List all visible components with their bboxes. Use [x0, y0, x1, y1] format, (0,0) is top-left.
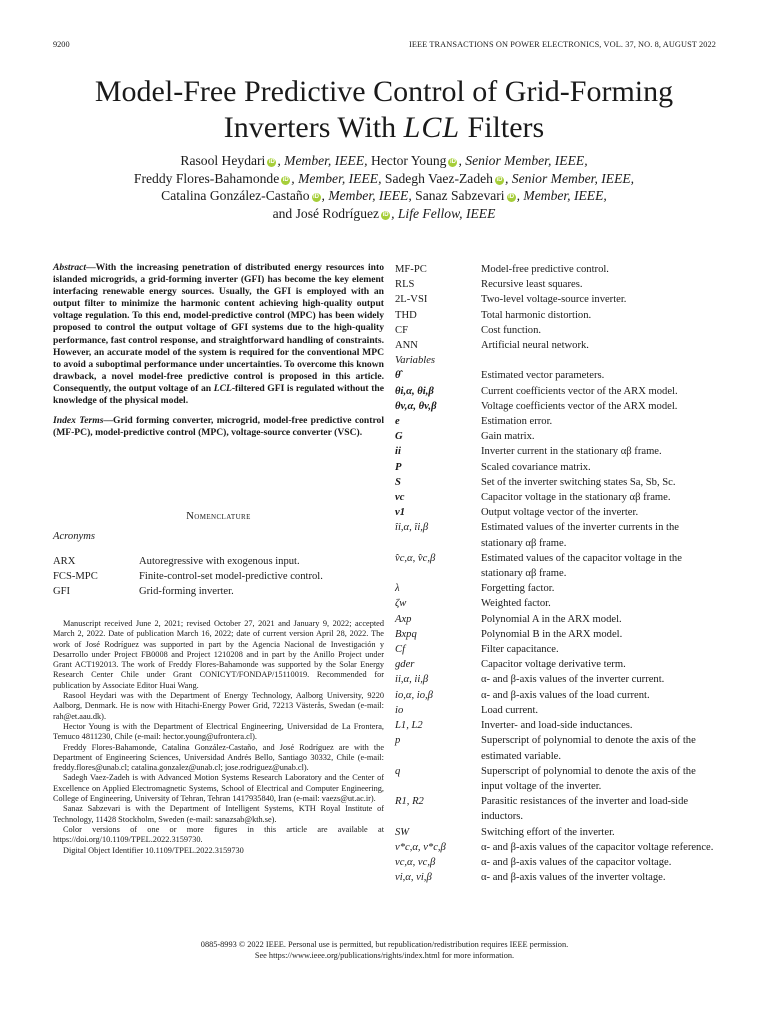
author-name: and José Rodríguez	[272, 205, 380, 221]
variable-symbol: ii,α, ii,β	[395, 674, 429, 686]
footnote-paragraph: Sadegh Vaez-Zadeh is with Advanced Motion Systems Research Laboratory and the Center of Excellence on Applied Electromagnetic Systems, School of Electrical and Computer Engineering, College of Engineering, University of Tehran, Tehran 1417935840, Iran (e-mail: vaezs@ut.ac.ir).	[53, 773, 384, 804]
page-number: 9200	[53, 40, 70, 49]
footnote-paragraph: Manuscript received June 2, 2021; revised October 27, 2021 and January 9, 2022; accepted March 2, 2022. Date of publication March 16, 2022; date of current version April 28, 2022. The work of José Rodríguez was supported in part by the Agencia Nacional de Investigación y Desarrollo under Project FB0008 and Project 1210208 and in part by the Anillo Project under Grant ACT192013. The work of Freddy Flores-Bahamonde was supported by the Solar Energy Research Center Chile under Grant CONICYT/FONDAP/15110019. Recommended for publication by Associate Editor Huai Wang.	[53, 619, 384, 690]
author-membership: , Member, IEEE,	[516, 188, 607, 203]
acronym-list-right	[395, 262, 720, 353]
author-membership: , Member, IEEE,	[321, 188, 412, 203]
variable-row	[395, 764, 720, 794]
variable-description: α- and β-axis values of the capacitor voltage.	[481, 856, 672, 868]
footnote-block	[53, 619, 384, 856]
author-name: Sanaz Sabzevari	[411, 188, 505, 203]
variable-row	[395, 414, 720, 429]
license-notice	[53, 939, 716, 961]
acronym-key: FCS-MPC	[53, 571, 98, 582]
variable-symbol: io,α, io,β	[395, 689, 433, 701]
variable-symbol: Axp	[395, 613, 412, 625]
title-math-lcl: LCL	[403, 111, 461, 144]
author-membership: , Member, IEEE,	[291, 170, 382, 186]
acronym-row	[53, 554, 384, 569]
variable-row	[395, 368, 720, 383]
variable-description: Current coefficients vector of the ARX model.	[481, 385, 678, 397]
variable-symbol: vc,α, vc,β	[395, 856, 436, 868]
title-line-2-post: Filters	[460, 111, 545, 144]
variable-row	[395, 384, 720, 399]
orcid-icon[interactable]: iD	[268, 159, 275, 165]
variable-description: Voltage coefficients vector of the ARX model.	[481, 400, 678, 412]
variable-description: Inverter current in the stationary αβ frame.	[481, 446, 662, 458]
acronym-row	[53, 569, 384, 584]
index-terms-label: Index Terms	[53, 415, 104, 427]
variable-symbol: v*c,α, v*c,β	[395, 841, 446, 853]
variable-symbol: vi,α, vi,β	[395, 872, 432, 884]
variable-symbol: R1, R2	[395, 796, 424, 808]
abstract	[53, 262, 384, 407]
abstract-math-lcl: LCL	[213, 382, 232, 394]
index-terms	[53, 415, 384, 439]
acronym-row	[395, 292, 720, 307]
variable-row	[395, 460, 720, 475]
acronym-value: Two-level voltage-source inverter.	[481, 294, 627, 306]
variable-symbol: ii	[395, 446, 401, 458]
acronym-key: ANN	[395, 340, 418, 352]
variable-symbol: Cf	[395, 644, 406, 656]
author-list	[60, 152, 708, 222]
acronym-value: Finite-control-set model-predictive control.	[139, 571, 323, 582]
index-terms-text: —Grid forming converter, microgrid, model-free predictive control (MF-PC), model-predictive control (MPC), voltage-source converter (VSC).	[53, 415, 384, 439]
orcid-icon[interactable]: iD	[282, 176, 289, 183]
variable-description: Switching effort of the inverter.	[481, 826, 615, 838]
title-line-1: Model-Free Predictive Control of Grid-Forming	[94, 75, 674, 108]
acronym-row	[395, 277, 720, 292]
license-line-1: 0885-8993 © 2022 IEEE. Personal use is permitted, but republication/redistribution requires IEEE permission.	[200, 940, 569, 949]
author-membership: , Senior Member, IEEE,	[458, 153, 588, 168]
footnote-paragraph: Color versions of one or more figures in this article are available at https://doi.org/10.1109/TPEL.2022.3159730.	[53, 824, 384, 845]
variable-row	[395, 733, 720, 763]
abstract-text-a: —With the increasing penetration of distributed energy resources into islanded microgrids, a grid-forming inverter (GFI) has become the key element interfacing renewable energy sources. Usually, the GFI is employed with an output filter to minimize the harmonic content achieving high-quality output voltage regulation. To this end, model-predictive control (MPC) has been widely proposed to control the output voltage of GFI systems due to the high-quality performance, fast control response, and straightforward handling of constraints. However, an accurate model of the system is required for the conventional MPC to avoid a suboptimal performance under uncertainties. To overcome this known drawback, a novel model-free predictive control is proposed in this article. Consequently, the output voltage of an	[53, 262, 384, 394]
variable-description: Scaled covariance matrix.	[481, 461, 591, 473]
variable-row	[395, 505, 720, 520]
variable-row	[395, 444, 720, 459]
variable-description: α- and β-axis values of the capacitor voltage reference.	[481, 841, 714, 853]
variable-symbol: îi,α, îi,β	[395, 522, 429, 534]
author-line-3	[60, 187, 708, 205]
variable-row	[395, 672, 720, 687]
variable-row	[395, 551, 720, 581]
orcid-icon[interactable]: iD	[449, 159, 456, 165]
variable-description: Capacitor voltage in the stationary αβ frame.	[481, 492, 671, 504]
variable-symbol: λ	[395, 583, 400, 595]
variable-description: Polynomial B in the ARX model.	[481, 628, 623, 640]
variable-symbol: v1	[395, 507, 405, 519]
footnote-paragraph: Sanaz Sabzevari is with the Department of Intelligent Systems, KTH Royal Institute of Technology, 11428 Stockholm, Sweden (e-mail: sanazsab@kth.se).	[53, 804, 384, 824]
paper-title	[40, 74, 728, 146]
author-name: Hector Young	[367, 153, 447, 168]
acronym-value: Total harmonic distortion.	[481, 309, 592, 321]
abstract-label: Abstract	[53, 262, 87, 273]
variable-description: Estimation error.	[481, 416, 553, 428]
acronym-key: MF-PC	[395, 264, 427, 275]
variable-description: Estimated values of the capacitor voltage in the stationary αβ frame.	[481, 552, 682, 580]
variable-row	[395, 642, 720, 657]
variable-symbol: Bxpq	[395, 628, 417, 640]
acronym-value: Grid-forming inverter.	[139, 586, 234, 597]
variable-row	[395, 657, 720, 672]
variable-symbol: ζw	[395, 598, 407, 610]
variable-row	[395, 612, 720, 627]
author-line-4	[60, 205, 708, 223]
license-line-2: See https://www.ieee.org/publications/rights/index.html for more information.	[254, 951, 515, 960]
author-name: Freddy Flores-Bahamonde	[133, 170, 280, 186]
variable-symbol: P	[395, 461, 402, 473]
acronym-key: CF	[395, 324, 408, 336]
variable-symbol: p	[395, 735, 401, 747]
author-name: Rasool Heydari	[180, 153, 266, 168]
variable-row	[395, 870, 720, 885]
acronym-key: ARX	[53, 556, 76, 567]
variable-description: Filter capacitance.	[481, 644, 559, 656]
variable-description: Superscript of polynomial to denote the axis of the estimated variable.	[481, 735, 696, 762]
variable-description: α- and β-axis values of the inverter current.	[481, 674, 665, 686]
left-column	[53, 262, 384, 439]
variable-description: Set of the inverter switching states Sa, Sb, Sc.	[481, 476, 676, 488]
variable-symbol: io	[395, 704, 404, 716]
variable-symbol: e	[395, 416, 400, 428]
footnote-paragraph: Hector Young is with the Department of Electrical Engineering, Universidad de La Frontera, Temuco 4811230, Chile (e-mail: hector.young@ufrontera.cl).	[53, 721, 384, 742]
variable-row	[395, 429, 720, 444]
variable-description: Estimated vector parameters.	[481, 370, 605, 382]
acronym-row	[395, 323, 720, 338]
footnote-paragraph: Freddy Flores-Bahamonde, Catalina González-Castaño, and José Rodríguez are with the Department of Engineering Sciences, Universidad Andrés Bello, Santiago 30332, Chile (e-mail: freddy.flores@unab.cl; catalina.gonzalez@unab.cl; jose.rodriguez@unab.cl).	[53, 742, 384, 773]
variable-description: Forgetting factor.	[481, 583, 555, 595]
variable-symbol: SW	[395, 826, 410, 838]
variable-description: Load current.	[481, 704, 539, 716]
acronym-row	[395, 262, 720, 277]
acronym-row	[53, 584, 384, 599]
variable-row	[395, 825, 720, 840]
variable-description: Estimated values of the inverter currents in the stationary αβ frame.	[481, 522, 679, 549]
author-membership: , Member, IEEE,	[277, 153, 368, 168]
nomenclature-heading: Nomenclature	[186, 511, 251, 522]
acronym-row	[395, 338, 720, 353]
acronym-value: Artificial neural network.	[481, 340, 589, 352]
right-column	[395, 262, 720, 885]
journal-citation: IEEE TRANSACTIONS ON POWER ELECTRONICS, VOL. 37, NO. 8, AUGUST 2022	[408, 40, 716, 49]
variable-row	[395, 627, 720, 642]
variable-row	[395, 840, 720, 855]
variable-row	[395, 703, 720, 718]
running-header	[53, 40, 716, 52]
orcid-icon[interactable]: iD	[313, 194, 320, 200]
variable-row	[395, 855, 720, 870]
acronym-key: RLS	[395, 279, 415, 291]
variable-symbol: q	[395, 765, 401, 777]
variable-row	[395, 794, 720, 824]
variable-row	[395, 399, 720, 414]
variable-row	[395, 718, 720, 733]
variable-row	[395, 490, 720, 505]
variable-row	[395, 688, 720, 703]
acronym-value: Cost function.	[481, 324, 542, 336]
variable-symbol: S	[395, 476, 401, 488]
variable-row	[395, 520, 720, 550]
variable-symbol: L1, L2	[395, 720, 423, 732]
variable-description: α- and β-axis values of the load current.	[481, 689, 650, 701]
acronym-key: THD	[395, 309, 417, 321]
variable-description: Gain matrix.	[481, 431, 535, 443]
footnote-paragraph: Digital Object Identifier 10.1109/TPEL.2022.3159730	[63, 845, 244, 855]
author-name: Sadegh Vaez-Zadeh	[381, 170, 493, 186]
author-name: Catalina González-Castaño	[161, 188, 310, 203]
acronym-list-left	[53, 554, 384, 599]
variable-symbol: G	[395, 431, 403, 443]
variable-symbol: θv,α, θv,β	[395, 400, 437, 412]
orcid-icon[interactable]: iD	[508, 194, 515, 200]
variable-symbol: gder	[395, 659, 415, 671]
footnote-paragraph: Rasool Heydari was with the Department of Energy Technology, Aalborg University, 9220 Aalborg, Denmark. He is now with Hitachi-Energy Power Grid, 72213 Västerås, Swedan (e-mail: rah@et.aau.dk).	[53, 691, 384, 721]
author-line-1	[60, 152, 708, 170]
acronyms-heading: Acronyms	[53, 531, 95, 542]
title-line-2-pre: Inverters With	[223, 111, 404, 144]
variable-description: Superscript of polynomial to denote the axis of the input voltage of the inverter.	[481, 765, 696, 792]
variable-row	[395, 475, 720, 490]
variable-description: Weighted factor.	[481, 598, 551, 610]
acronym-value: Autoregressive with exogenous input.	[139, 556, 300, 567]
variable-row	[395, 596, 720, 611]
variables-heading: Variables	[395, 355, 436, 367]
acronym-value: Recursive least squares.	[481, 279, 583, 291]
variable-symbol: θ̂	[395, 370, 401, 382]
author-membership: , Life Fellow, IEEE	[391, 205, 496, 221]
variable-description: Output voltage vector of the inverter.	[481, 507, 639, 519]
acronym-row	[395, 308, 720, 323]
variable-symbol: vc	[395, 492, 405, 504]
variable-description: Inverter- and load-side inductances.	[481, 720, 633, 732]
variable-description: Parasitic resistances of the inverter and load-side inductors.	[481, 796, 689, 823]
author-membership: , Senior Member, IEEE,	[504, 170, 635, 186]
variable-description: Capacitor voltage derivative term.	[481, 659, 626, 671]
variable-symbol: v̂c,α, v̂c,β	[395, 552, 436, 564]
variable-symbol: θi,α, θi,β	[395, 385, 434, 397]
variable-row	[395, 581, 720, 596]
acronym-value: Model-free predictive control.	[481, 264, 609, 275]
acronym-key: GFI	[53, 586, 71, 597]
acronym-key: 2L-VSI	[395, 294, 428, 306]
orcid-icon[interactable]: iD	[382, 211, 389, 218]
variable-description: Polynomial A in the ARX model.	[481, 613, 622, 625]
variable-description: α- and β-axis values of the inverter voltage.	[481, 872, 666, 884]
variable-list	[395, 368, 720, 885]
title-line-2	[40, 110, 728, 146]
author-line-2	[60, 170, 708, 188]
abstract-text-b: -filtered GFI is regulated without the knowledge of the physical model.	[53, 382, 384, 407]
orcid-icon[interactable]: iD	[496, 176, 503, 183]
